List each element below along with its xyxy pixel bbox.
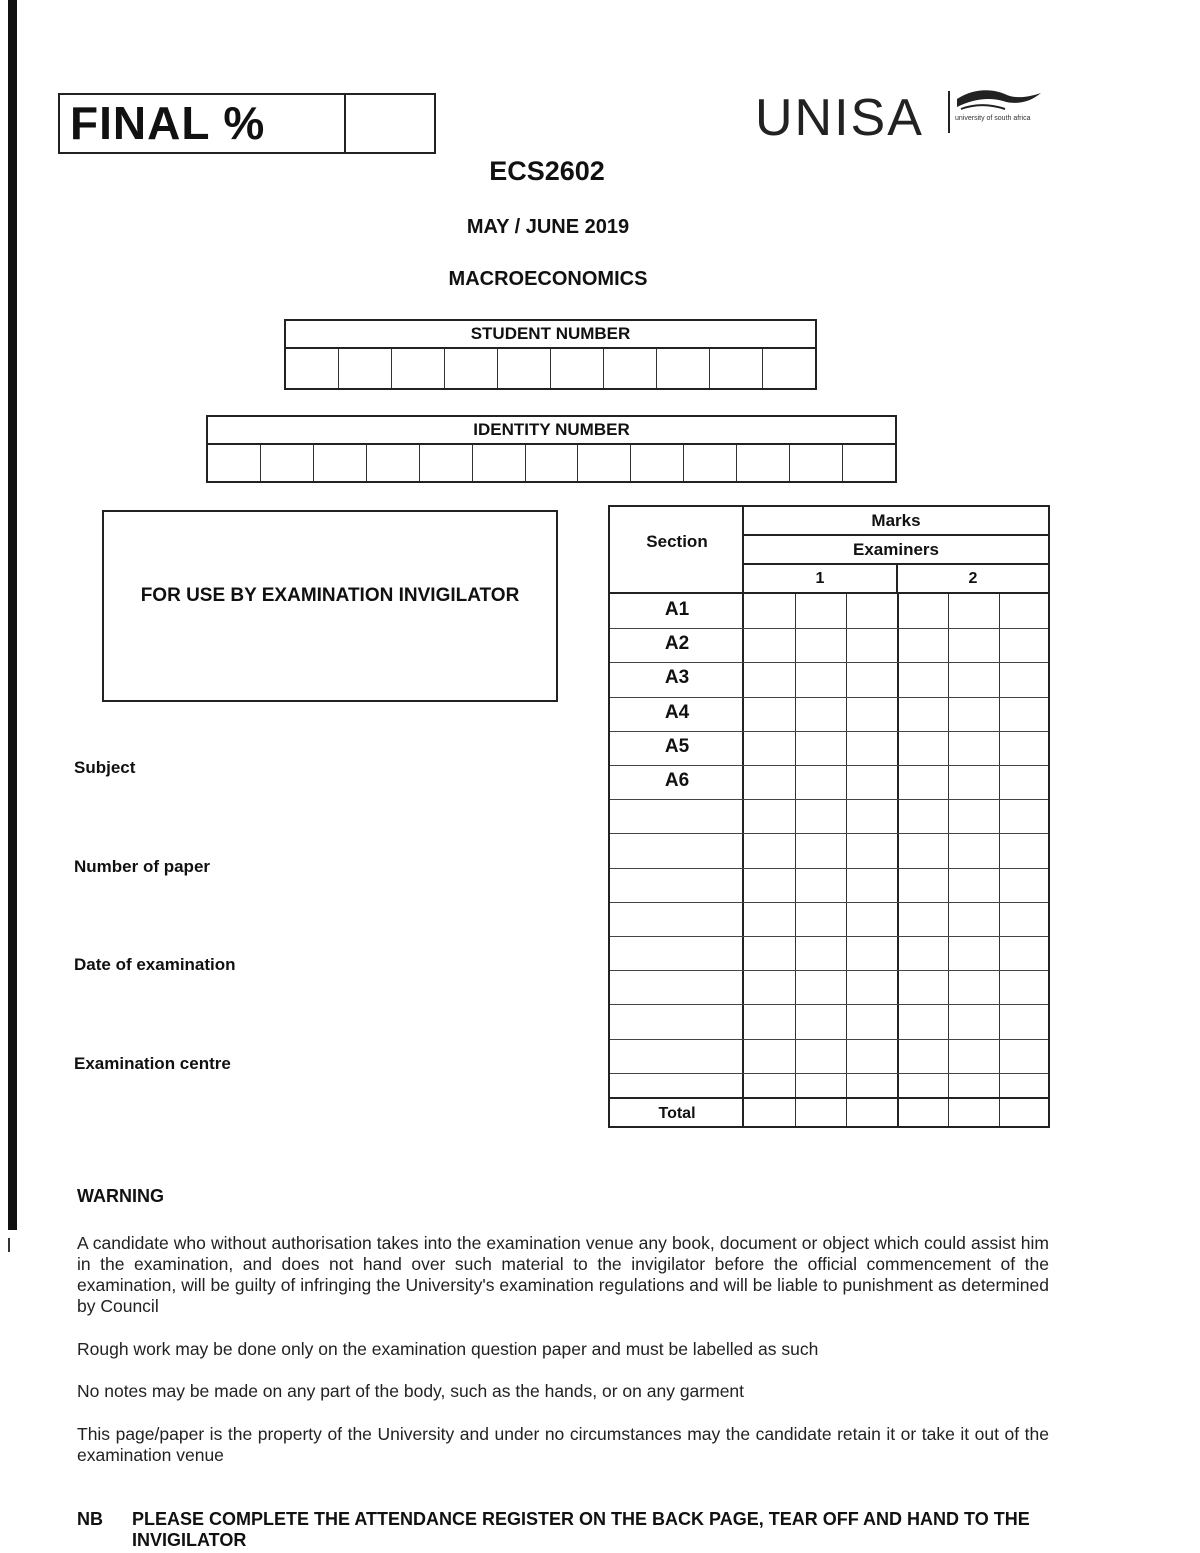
digit-cell[interactable] bbox=[551, 349, 604, 388]
body-notes-note: No notes may be made on any part of the body, such as the hands, or on any garment bbox=[77, 1381, 745, 1401]
row-separator bbox=[610, 697, 1048, 698]
digit-cell[interactable] bbox=[657, 349, 710, 388]
digit-cell[interactable] bbox=[314, 445, 367, 481]
digit-cell[interactable] bbox=[763, 349, 815, 388]
section-row-label: A1 bbox=[664, 599, 690, 620]
grid-line bbox=[795, 594, 796, 1126]
section-row-label: A5 bbox=[664, 735, 690, 757]
digit-cell[interactable] bbox=[604, 349, 657, 388]
digit-cell[interactable] bbox=[737, 445, 790, 481]
nb-tag: NB bbox=[77, 1509, 103, 1529]
digit-cell[interactable] bbox=[286, 349, 339, 388]
digit-cell[interactable] bbox=[631, 445, 684, 481]
subject-field-label: Subject bbox=[74, 758, 136, 777]
digit-cell[interactable] bbox=[473, 445, 526, 481]
grid-line bbox=[999, 594, 1000, 1126]
student-number-label: STUDENT NUMBER bbox=[286, 321, 815, 349]
row-separator bbox=[610, 902, 1048, 903]
row-separator bbox=[610, 868, 1048, 869]
digit-cell[interactable] bbox=[392, 349, 445, 388]
final-percent-field[interactable] bbox=[346, 95, 434, 152]
digit-cell[interactable] bbox=[843, 445, 895, 481]
property-note: This page/paper is the property of the University and under no circumstances may the candidate retain it or take it out of the examination venue bbox=[77, 1424, 1049, 1465]
grid-line bbox=[948, 594, 949, 1126]
row-separator bbox=[610, 628, 1048, 629]
grid-line bbox=[846, 594, 847, 1126]
left-margin-mark bbox=[8, 1238, 10, 1252]
examiner-2-header: 2 bbox=[898, 565, 1048, 594]
section-header: Section bbox=[610, 507, 744, 594]
digit-cell[interactable] bbox=[208, 445, 261, 481]
warning-paragraph: A candidate who without authorisation takes into the examination venue any book, document or object which could assist him in the examination, and does not hand over such material to the invigilator before the official commencement of the examination, will be guilty of infringing the University's examination regulations and will be liable to punishment as determined by Council bbox=[77, 1233, 1049, 1316]
section-row-label: A4 bbox=[664, 701, 690, 723]
identity-number-cells[interactable] bbox=[208, 445, 895, 481]
logo-subtext: university of south africa bbox=[955, 115, 1031, 122]
exam-session: MAY / JUNE 2019 bbox=[466, 216, 630, 238]
total-label: Total bbox=[658, 1105, 696, 1122]
row-separator bbox=[610, 1004, 1048, 1005]
row-separator bbox=[610, 833, 1048, 834]
digit-cell[interactable] bbox=[261, 445, 314, 481]
row-separator bbox=[610, 1073, 1048, 1074]
section-row-label: A2 bbox=[664, 633, 690, 655]
exam-centre-field-label: Examination centre bbox=[74, 1054, 231, 1073]
digit-cell[interactable] bbox=[684, 445, 737, 481]
row-separator bbox=[610, 1039, 1048, 1040]
marks-table bbox=[608, 505, 1050, 1128]
row-separator bbox=[610, 662, 1048, 663]
digit-cell[interactable] bbox=[420, 445, 473, 481]
digit-cell[interactable] bbox=[445, 349, 498, 388]
warning-title: WARNING bbox=[77, 1186, 164, 1206]
exam-date-field-label: Date of examination bbox=[74, 955, 236, 974]
digit-cell[interactable] bbox=[367, 445, 420, 481]
unisa-logo bbox=[755, 85, 1055, 150]
digit-cell[interactable] bbox=[498, 349, 551, 388]
rough-work-note: Rough work may be done only on the examination question paper and must be labelled as such bbox=[77, 1339, 819, 1359]
row-separator bbox=[610, 799, 1048, 800]
section-row-label: A6 bbox=[664, 770, 690, 791]
section-row-label: A3 bbox=[664, 667, 690, 689]
marks-header: Marks bbox=[744, 507, 1048, 536]
row-separator bbox=[610, 936, 1048, 937]
student-number-cells[interactable] bbox=[286, 349, 815, 388]
invigilator-label: FOR USE BY EXAMINATION INVIGILATOR bbox=[140, 585, 520, 606]
row-separator bbox=[610, 765, 1048, 766]
examiners-header: Examiners bbox=[744, 536, 1048, 565]
attendance-note bbox=[77, 1509, 1077, 1551]
final-percent-box bbox=[58, 93, 436, 154]
course-code: ECS2602 bbox=[489, 156, 605, 186]
invigilator-box bbox=[102, 510, 558, 702]
student-number-box bbox=[284, 319, 817, 390]
digit-cell[interactable] bbox=[790, 445, 843, 481]
identity-number-label: IDENTITY NUMBER bbox=[208, 417, 895, 445]
final-percent-label: FINAL % bbox=[60, 95, 346, 152]
nb-text: PLEASE COMPLETE THE ATTENDANCE REGISTER ON THE BACK PAGE, TEAR OFF AND HAND TO THE INVIGILATOR bbox=[132, 1509, 1030, 1550]
logo-emblem-icon bbox=[945, 85, 1045, 143]
paper-number-field-label: Number of paper bbox=[74, 857, 211, 876]
row-separator bbox=[610, 970, 1048, 971]
digit-cell[interactable] bbox=[339, 349, 392, 388]
row-separator bbox=[610, 731, 1048, 732]
digit-cell[interactable] bbox=[710, 349, 763, 388]
logo-wordmark: UNISA bbox=[755, 89, 924, 147]
subject-title: MACROECONOMICS bbox=[448, 268, 648, 290]
total-separator bbox=[610, 1097, 1048, 1099]
identity-number-box bbox=[206, 415, 897, 483]
examiner-1-header: 1 bbox=[744, 565, 898, 594]
digit-cell[interactable] bbox=[526, 445, 579, 481]
digit-cell[interactable] bbox=[578, 445, 631, 481]
grid-line bbox=[897, 594, 899, 1126]
